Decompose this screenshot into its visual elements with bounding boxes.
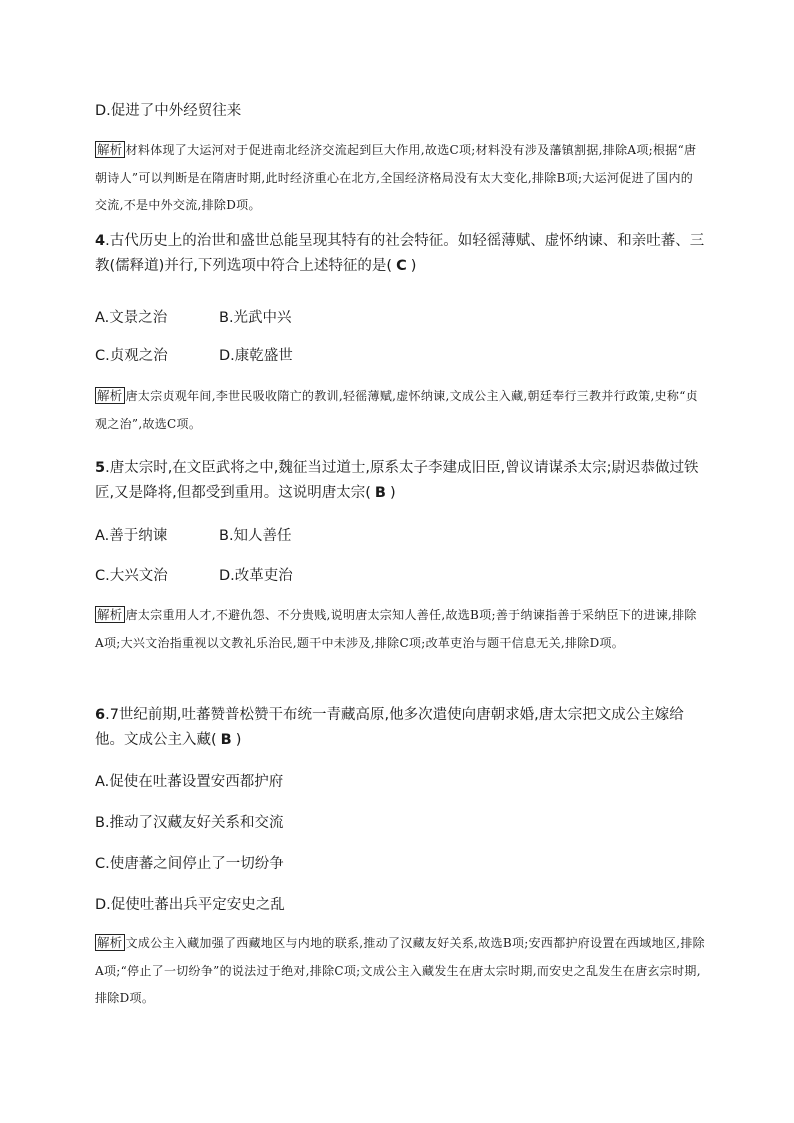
q6-option-c: C.使唐蕃之间停止了一切纷争	[95, 856, 284, 872]
question-number: 5	[95, 460, 106, 476]
option-a: A.文景之治	[95, 310, 168, 326]
option-d: D.康乾盛世	[219, 348, 293, 364]
q5-stem: 5.唐太宗时,在文臣武将之中,魏征当过道士,原系太子李建成旧臣,曾议请谋杀太宗;尉迟恭做过铁匠,又是降将,但都受到重用。这说明唐太宗( B )	[95, 460, 699, 501]
explanation-tag: 解析	[97, 935, 123, 950]
q4-options-row-2	[95, 346, 705, 366]
q6-option-b: B.推动了汉藏友好关系和交流	[95, 815, 284, 831]
q5-explanation: 解析 唐太宗重用人才,不避仇怨、不分贵贱,说明唐太宗知人善任,故选B项;善于纳谏指善于采纳臣下的进谏,排除A项;大兴文治指重视以文教礼乐治民,题干中未涉及,排除C项;改革吏治与题干信息无关,排除D项。	[95, 607, 697, 650]
option-b: B.知人善任	[219, 528, 292, 544]
q3-explanation: 解析 材料体现了大运河对于促进南北经济交流起到巨大作用,故选C项;材料没有涉及藩镇割据,排除A项;根据“唐朝诗人”可以判断是在隋唐时期,此时经济重心在北方,全国经济格局没有太大变化,排除B项;大运河促进了国内的交流,不是中外交流,排除D项。	[95, 142, 697, 212]
explanation-tag: 解析	[97, 388, 123, 403]
q5-options-row-1	[95, 526, 705, 546]
explanation-tag: 解析	[97, 607, 123, 622]
q6-explanation: 解析 文成公主入藏加强了西藏地区与内地的联系,推动了汉藏友好关系,故选B项;安西都护府设置在西域地区,排除A项;“停止了一切纷争”的说法过于绝对,排除C项;文成公主入藏发生在唐太宗时期,而安史之乱发生在唐玄宗时期,排除D项。	[95, 935, 705, 1005]
q3-option-d: D.促进了中外经贸往来	[95, 103, 242, 119]
option-c: C.贞观之治	[95, 348, 168, 364]
option-b: B.光武中兴	[219, 310, 292, 326]
question-number: 4	[95, 233, 106, 249]
question-number: 6	[95, 707, 106, 723]
q4-explanation: 解析 唐太宗贞观年间,李世民吸收隋亡的教训,轻徭薄赋,虚怀纳谏,文成公主入藏,朝廷奉行三教并行政策,史称“贞观之治”,故选C项。	[95, 388, 698, 431]
explanation-tag: 解析	[97, 142, 123, 157]
q4-options-row-1	[95, 308, 705, 328]
option-c: C.大兴文治	[95, 568, 168, 584]
q5-options-row-2	[95, 566, 705, 586]
answer: B	[374, 485, 386, 501]
q4-stem: 4.古代历史上的治世和盛世总能呈现其特有的社会特征。如轻徭薄赋、虚怀纳谏、和亲吐蕃、三教(儒释道)并行,下列选项中符合上述特征的是( C )	[95, 233, 705, 274]
option-a: A.善于纳谏	[95, 528, 168, 544]
answer: B	[220, 732, 232, 748]
q6-stem: 6.7世纪前期,吐蕃赞普松赞干布统一青藏高原,他多次遣使向唐朝求婚,唐太宗把文成公主嫁给他。文成公主入藏( B )	[95, 707, 684, 748]
option-d: D.改革吏治	[219, 568, 293, 584]
answer: C	[396, 258, 407, 274]
q6-option-d: D.促使吐蕃出兵平定安史之乱	[95, 897, 285, 913]
q6-option-a: A.促使在吐蕃设置安西都护府	[95, 774, 284, 790]
